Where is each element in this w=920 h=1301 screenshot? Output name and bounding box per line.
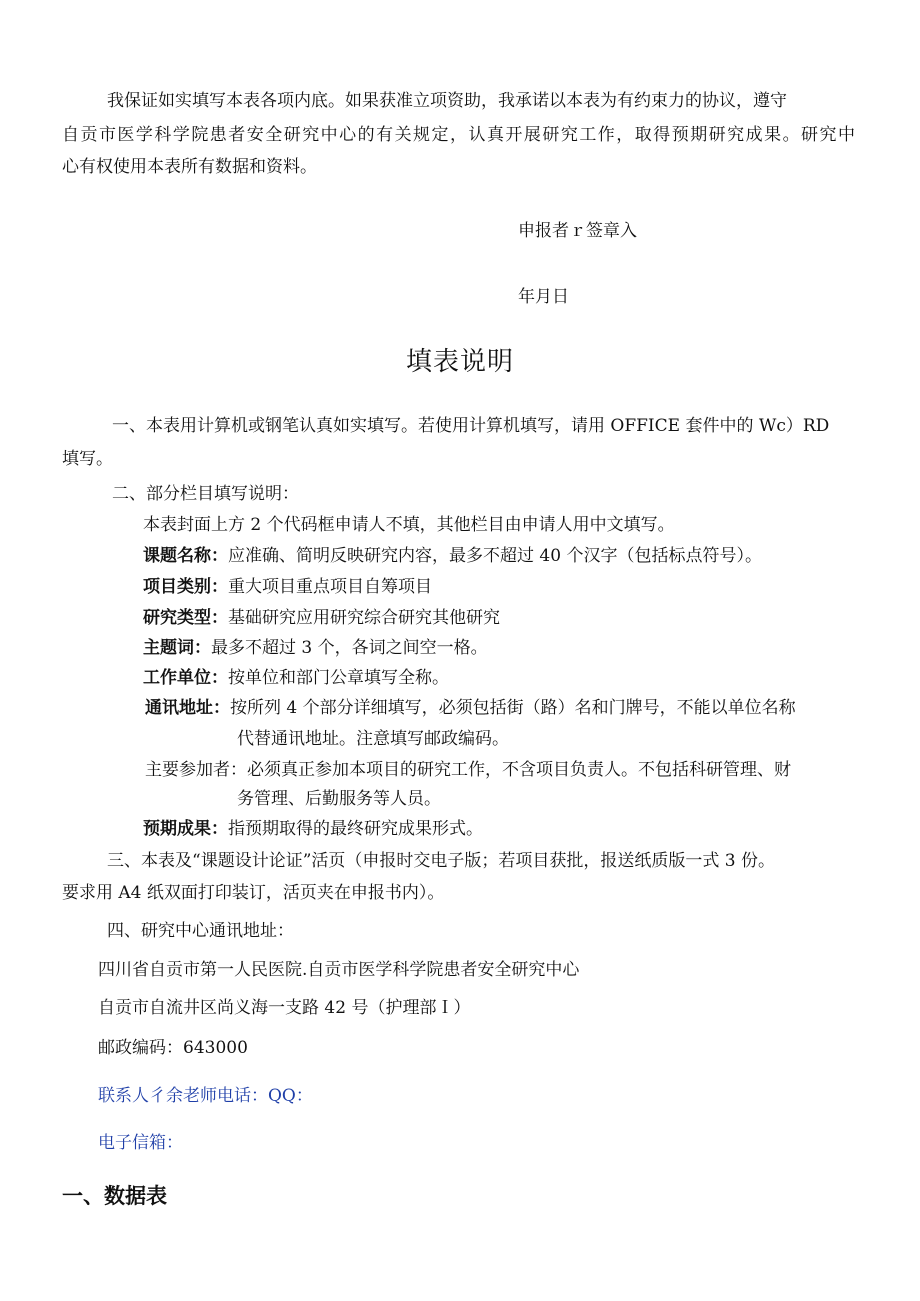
- field-row-address: [145, 698, 796, 718]
- field-label: 主要参加者：: [145, 760, 247, 780]
- field-label: 工作单位：: [143, 668, 228, 688]
- field-text: 按所列 4 个部分详细填写，必须包括街（路）名和门牌号，不能以单位名称: [230, 698, 796, 718]
- field-label: 课题名称：: [143, 546, 228, 566]
- instruction-item-4: 四、研究中心通讯地址：: [107, 921, 294, 941]
- pledge-line-2: 自贡市医学科学院患者安全研究中心的有关规定，认真开展研究工作，取得预期研究成果。研究中: [62, 125, 855, 145]
- field-text: 最多不超过 3 个，各词之间空一格。: [211, 638, 488, 658]
- center-address-1: 四川省自贡市第一人民医院.自贡市医学科学院患者安全研究中心: [98, 960, 580, 980]
- field-row-keywords: [143, 638, 488, 658]
- section-heading-data-table: 一、数据表: [62, 1184, 167, 1208]
- instructions-title: 填表说明: [405, 347, 514, 377]
- cover-note: 本表封面上方 2 个代码框申请人不填，其他栏目由申请人用中文填写。: [143, 515, 675, 535]
- field-row-participants-cont: 务管理、后勤服务等人员。: [237, 789, 441, 809]
- field-row-outcome: [143, 819, 483, 839]
- postcode: 邮政编码：643000: [98, 1038, 248, 1058]
- field-text: 必须真正参加本项目的研究工作，不含项目负责人。不包括科研管理、财: [247, 760, 791, 780]
- instruction-item-1: 一、本表用计算机或钢笔认真如实填写。若使用计算机填写，请用 OFFICE 套件中的 Wc）RD: [112, 416, 830, 436]
- field-row-unit: [143, 668, 449, 688]
- field-row-participants: [145, 760, 791, 780]
- date-line: 年月日: [518, 287, 569, 307]
- signature-line: 申报者ｒ签章入: [518, 221, 637, 241]
- field-text: 基础研究应用研究综合研究其他研究: [228, 608, 500, 628]
- field-row-type: [143, 608, 500, 628]
- field-text: 应准确、简明反映研究内容，最多不超过 40 个汉字（包括标点符号）。: [228, 546, 762, 566]
- field-label: 项目类别：: [143, 577, 228, 597]
- instruction-item-1-cont: 填写。: [62, 449, 113, 469]
- email-line: 电子信箱：: [98, 1133, 183, 1153]
- center-address-2: 自贡市自流井区尚义海一支路 42 号（护理部Ｉ）: [98, 998, 471, 1018]
- field-row-category: [143, 577, 432, 597]
- field-row-title: [143, 546, 762, 566]
- field-text: 重大项目重点项目自筹项目: [228, 577, 432, 597]
- instruction-item-3: 三、本表及“课题设计论证”活页（申报时交电子版；若项目获批，报送纸质版一式 3 份。: [107, 851, 776, 871]
- instruction-item-3-cont: 要求用 A4 纸双面打印装订，活页夹在申报书内）。: [62, 883, 445, 903]
- instruction-item-2: 二、部分栏目填写说明：: [112, 484, 299, 504]
- pledge-line-1: 我保证如实填写本表各项内底。如果获准立项资助，我承诺以本表为有约束力的协议，遵守: [107, 91, 787, 111]
- field-row-address-cont: 代替通讯地址。注意填写邮政编码。: [237, 729, 509, 749]
- field-label: 主题词：: [143, 638, 211, 658]
- field-text: 按单位和部门公章填写全称。: [228, 668, 449, 688]
- field-text: 指预期取得的最终研究成果形式。: [228, 819, 483, 839]
- pledge-line-3: 心有权使用本表所有数据和资料。: [62, 157, 317, 177]
- field-label: 研究类型：: [143, 608, 228, 628]
- field-label: 预期成果：: [143, 819, 228, 839]
- field-label: 通讯地址：: [145, 698, 230, 718]
- contact-line: 联系人彳余老师电话：QQ：: [98, 1086, 313, 1106]
